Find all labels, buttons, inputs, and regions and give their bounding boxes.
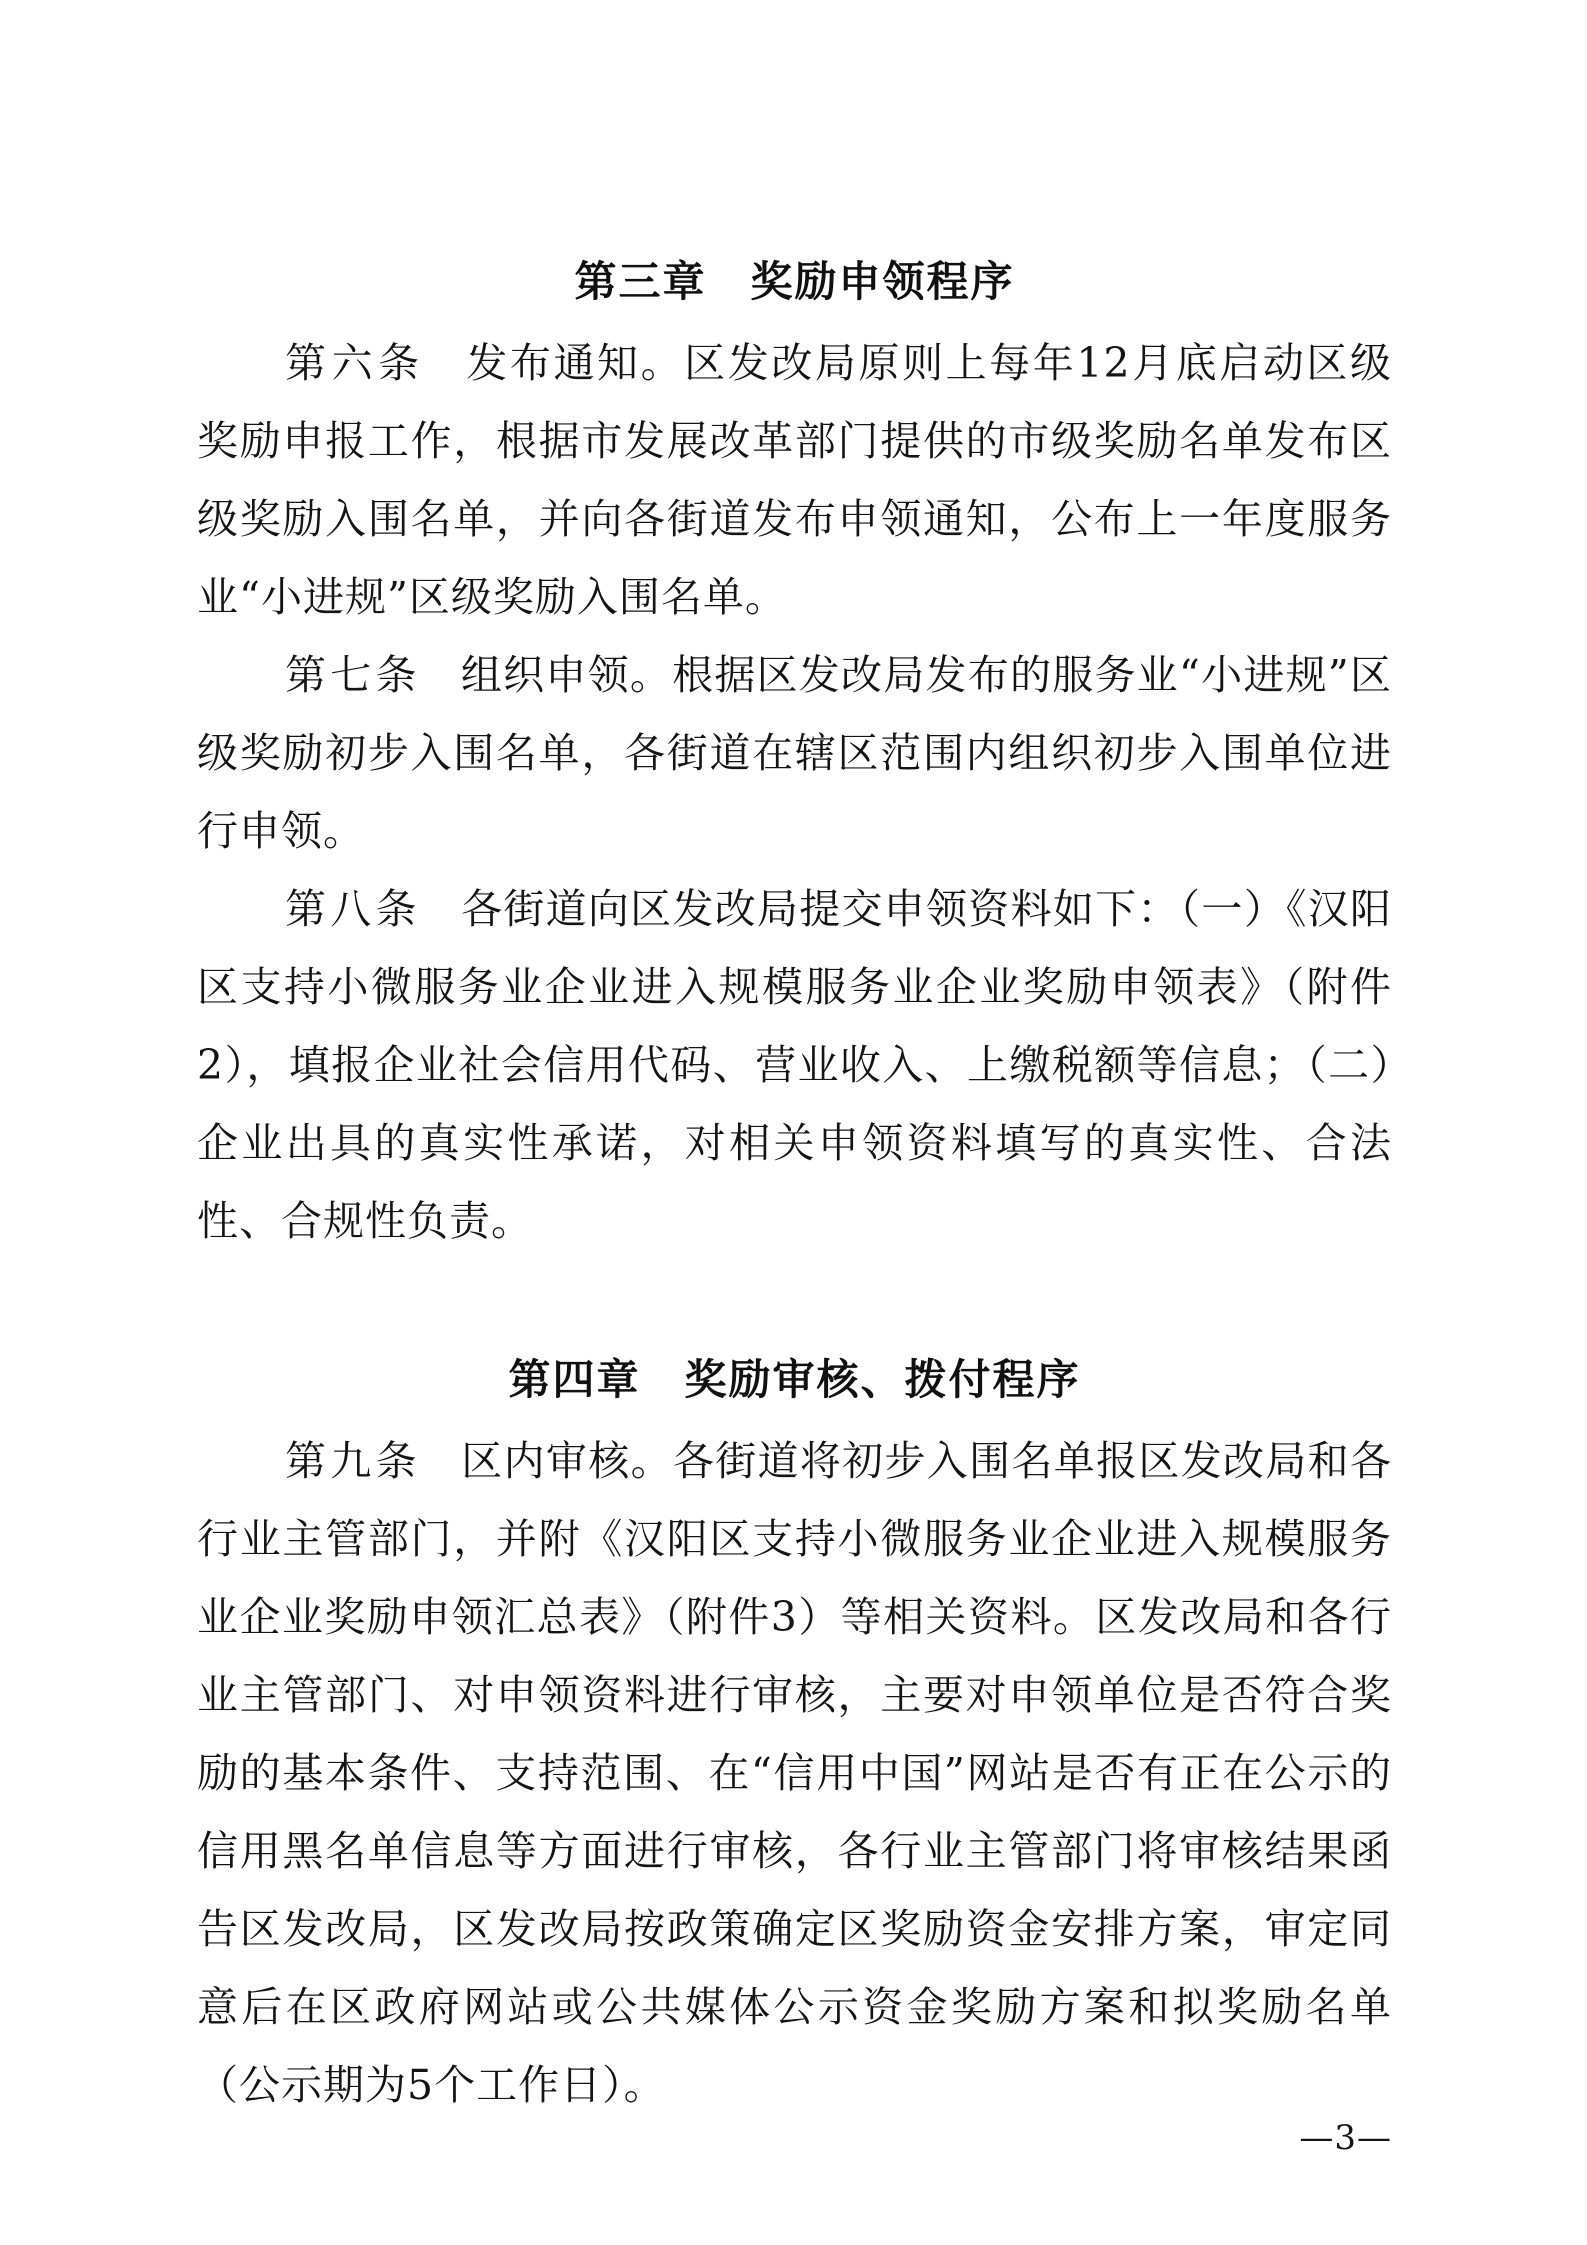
article-6-body: 发布通知。区发改局原则上每年12月底启动区级奖励申报工作，根据市发展改革部门提供的市级奖励名单发布区级奖励入围名单，并向各街道发布申领通知，公布上一年度服务业“小进规”区级奖励入围名单。: [197, 339, 1393, 621]
chapter-4-number: 第四章: [508, 1355, 641, 1404]
chapter-4-heading: 奖励审核、拨付程序: [684, 1355, 1081, 1404]
section-spacer: [197, 1260, 1392, 1338]
page-number: —3—: [1299, 2118, 1392, 2158]
article-9: [197, 1422, 1392, 2124]
chapter-3-title: [197, 240, 1392, 324]
article-9-label: 第九条: [285, 1437, 421, 1485]
chapter-3-number: 第三章: [574, 257, 707, 306]
chapter-3-heading: 奖励申领程序: [750, 257, 1015, 306]
article-7-body: 组织申领。根据区发改局发布的服务业“小进规”区级奖励初步入围名单，各街道在辖区范围内组织初步入围单位进行申领。: [197, 651, 1392, 855]
chapter-4-title: [197, 1338, 1392, 1422]
article-6-label: 第六条: [285, 339, 425, 387]
article-6: [197, 324, 1392, 636]
article-7-label: 第七条: [285, 651, 421, 699]
article-9-body: 区内审核。各街道将初步入围名单报区发改局和各行业主管部门，并附《汉阳区支持小微服务业企业进入规模服务业企业奖励申领汇总表》（附件3）等相关资料。区发改局和各行业主管部门、对申领资料进行审核，主要对申领单位是否符合奖励的基本条件、支持范围、在“信用中国”网站是否有正在公示的信用黑名单信息等方面进行审核，各行业主管部门将审核结果函告区发改局，区发改局按政策确定区奖励资金安排方案，审定同意后在区政府网站或公共媒体公示资金奖励方案和拟奖励名单（公示期为5个工作日）。: [197, 1437, 1393, 2109]
article-7: [197, 636, 1392, 870]
article-8-label: 第八条: [285, 885, 421, 933]
article-8-body: 各街道向区发改局提交申领资料如下：（一）《汉阳区支持小微服务业企业进入规模服务业企业奖励申领表》（附件2），填报企业社会信用代码、营业收入、上缴税额等信息；（二）企业出具的真实性承诺，对相关申领资料填写的真实性、合法性、合规性负责。: [197, 885, 1393, 1245]
article-8: [197, 870, 1392, 1260]
document-body: [197, 240, 1392, 2124]
